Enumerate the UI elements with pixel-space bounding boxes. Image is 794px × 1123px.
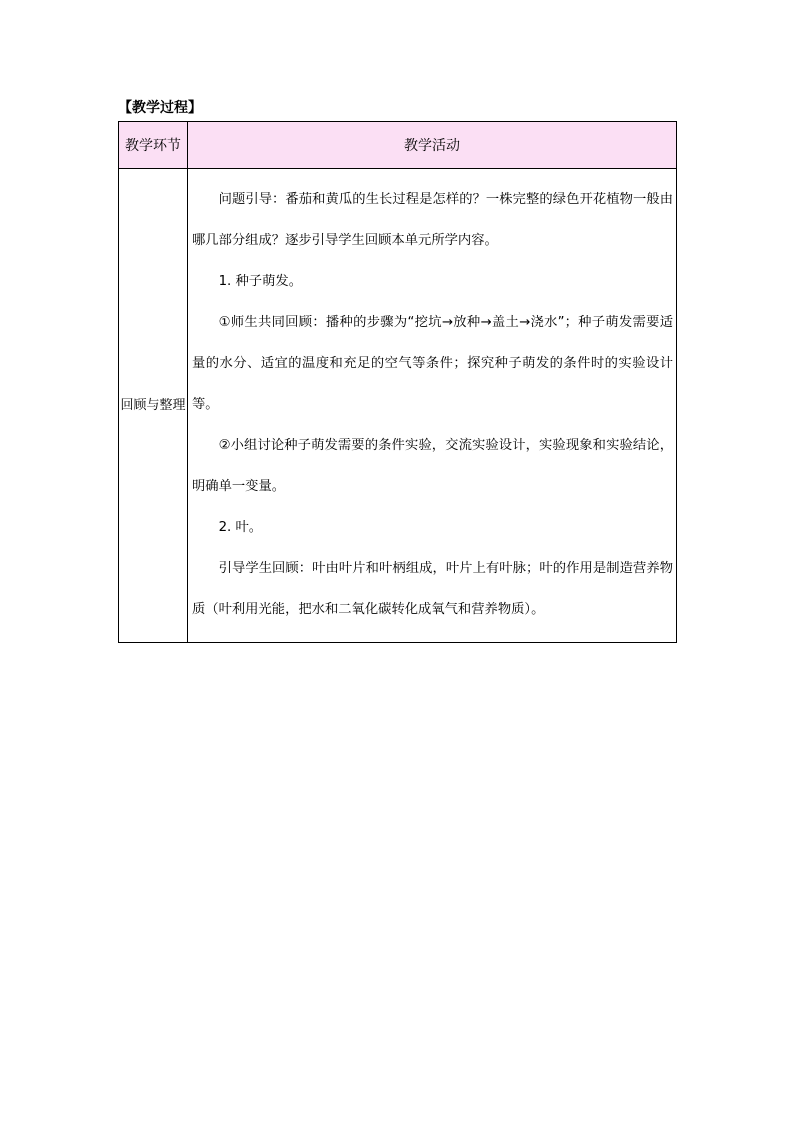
header-activity: 教学活动 bbox=[188, 122, 677, 169]
activity-paragraph-seed-review: ①师生共同回顾：播种的步骤为“挖坑→放种→盖土→浇水”；种子萌发需要适量的水分、适宜的温度和充足的空气等条件；探究种子萌发的条件时的实验设计等。 bbox=[192, 315, 673, 412]
activity-paragraph-intro: 问题引导：番茄和黄瓜的生长过程是怎样的？一株完整的绿色开花植物一般由哪几部分组成？逐步引导学生回顾本单元所学内容。 bbox=[192, 192, 673, 248]
activity-cell bbox=[188, 169, 677, 643]
section-heading: 【教学过程】 bbox=[118, 100, 202, 116]
table-row bbox=[119, 169, 677, 643]
stage-cell: 回顾与整理 bbox=[119, 169, 188, 643]
activity-paragraph-leaf-review: 引导学生回顾：叶由叶片和叶柄组成，叶片上有叶脉；叶的作用是制造营养物质（叶利用光能，把水和二氧化碳转化成氧气和营养物质）。 bbox=[192, 561, 673, 617]
table-header-row bbox=[119, 122, 677, 169]
activity-paragraph-leaf-heading: 2. 叶。 bbox=[218, 520, 263, 535]
activity-paragraph-seed-discussion: ②小组讨论种子萌发需要的条件实验，交流实验设计，实验现象和实验结论，明确单一变量。 bbox=[192, 438, 673, 494]
header-stage: 教学环节 bbox=[119, 122, 188, 169]
activity-paragraph-seed-heading: 1. 种子萌发。 bbox=[218, 274, 302, 289]
teaching-process-table bbox=[118, 121, 677, 643]
